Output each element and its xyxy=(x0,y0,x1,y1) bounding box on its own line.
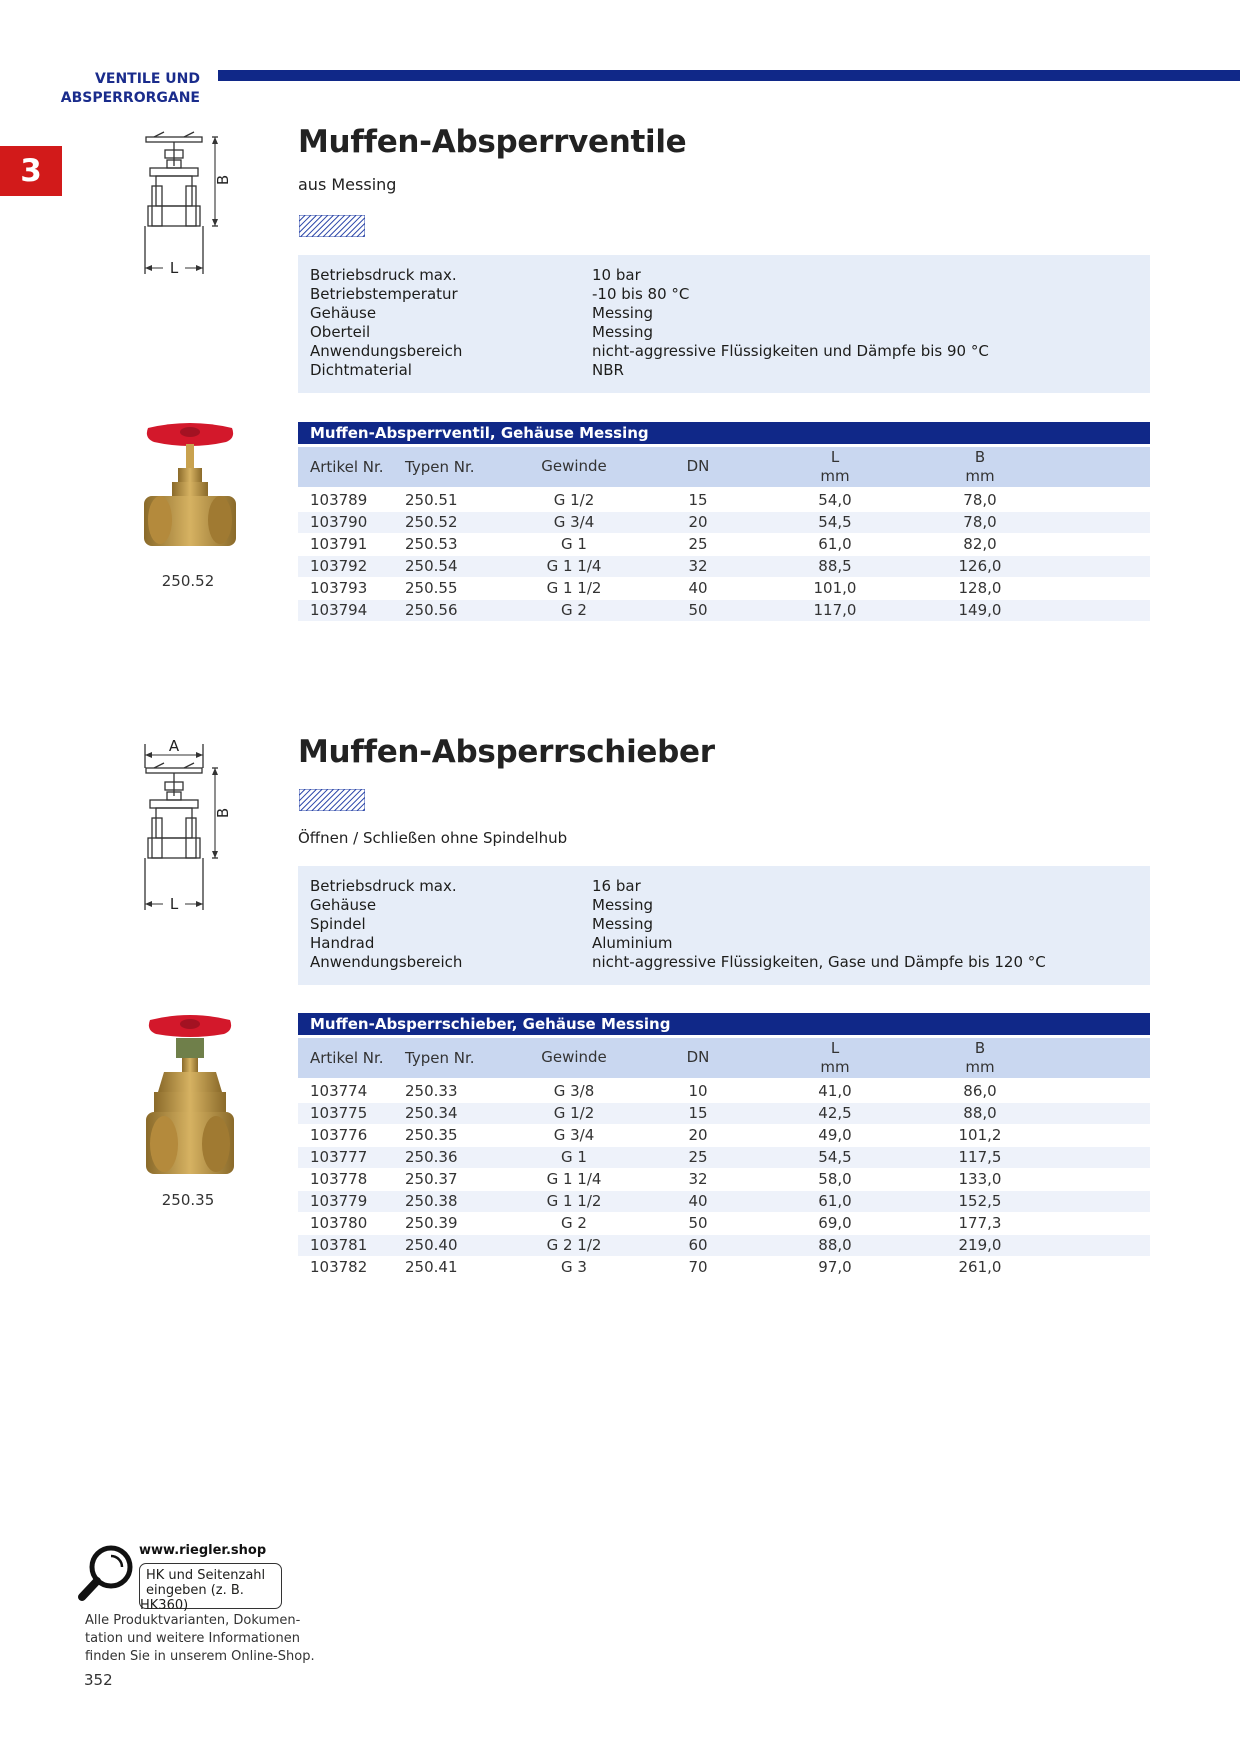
cell-dn: 10 xyxy=(688,1082,708,1100)
cell-dn: 25 xyxy=(688,535,708,553)
spec-label: Anwendungsbereich xyxy=(310,342,463,360)
valve-product-photo xyxy=(140,420,240,570)
cell-gewinde: G 1 xyxy=(561,1148,587,1166)
header-dn: DN xyxy=(686,457,710,475)
header-l: L xyxy=(830,1039,840,1057)
cell-b: 88,0 xyxy=(963,1104,997,1122)
cell-dn: 15 xyxy=(688,491,708,509)
cell-b: 82,0 xyxy=(963,535,997,553)
cell-dn: 32 xyxy=(688,557,708,575)
table-row xyxy=(298,1257,1150,1279)
drawing-label-b: B xyxy=(214,174,232,186)
cell-dn: 40 xyxy=(688,1192,708,1210)
cell-b: 78,0 xyxy=(963,491,997,509)
section1-spec-box xyxy=(298,255,1150,393)
spec-value: -10 bis 80 °C xyxy=(592,285,690,303)
cell-typen: 250.34 xyxy=(405,1104,458,1122)
cell-typen: 250.52 xyxy=(405,513,458,531)
cell-artikel: 103774 xyxy=(310,1082,368,1100)
cell-b: 152,5 xyxy=(958,1192,1002,1210)
table-row xyxy=(298,1169,1150,1191)
header-typen: Typen Nr. xyxy=(405,1049,475,1067)
table-title: Muffen-Absperrventil, Gehäuse Messing xyxy=(298,422,1150,444)
cell-b: 219,0 xyxy=(958,1236,1002,1254)
cell-dn: 60 xyxy=(688,1236,708,1254)
table-row xyxy=(298,578,1150,600)
cell-gewinde: G 3/8 xyxy=(553,1082,595,1100)
spec-label: Spindel xyxy=(310,915,366,933)
cell-dn: 50 xyxy=(688,1214,708,1232)
note-line-2: tation und weitere Informationen xyxy=(85,1631,300,1646)
section2-title: Muffen-Absperrschieber xyxy=(298,734,715,770)
spec-value: Messing xyxy=(592,323,653,341)
cell-gewinde: G 3 xyxy=(561,1258,587,1276)
cell-b: 78,0 xyxy=(963,513,997,531)
table-row xyxy=(298,1081,1150,1103)
cell-b: 149,0 xyxy=(958,601,1002,619)
section1-title: Muffen-Absperrventile xyxy=(298,124,687,160)
note-line-1: Alle Produktvarianten, Dokumen- xyxy=(85,1613,301,1628)
cell-l: 97,0 xyxy=(818,1258,852,1276)
shop-search-hint xyxy=(139,1563,282,1613)
header-rule xyxy=(218,70,1240,81)
spec-value: 16 bar xyxy=(592,877,641,895)
section1-subtitle: aus Messing xyxy=(298,175,397,194)
spec-value: Messing xyxy=(592,915,653,933)
cell-typen: 250.56 xyxy=(405,601,458,619)
certification-badge-icon xyxy=(299,215,365,237)
cell-gewinde: G 1 1/2 xyxy=(546,1192,602,1210)
section2-note: Öffnen / Schließen ohne Spindelhub xyxy=(298,829,568,847)
valve-dimension-drawing xyxy=(140,128,240,283)
photo-caption: 250.52 xyxy=(161,572,215,590)
table-row xyxy=(298,1125,1150,1147)
cell-gewinde: G 1 1/4 xyxy=(546,557,602,575)
header-l-unit: mm xyxy=(820,1058,850,1076)
header-b: B xyxy=(974,448,986,466)
spec-label: Handrad xyxy=(310,934,375,952)
header-dn: DN xyxy=(686,1048,710,1066)
table-row xyxy=(298,1191,1150,1213)
cell-dn: 32 xyxy=(688,1170,708,1188)
cell-gewinde: G 1 1/4 xyxy=(546,1170,602,1188)
spec-label: Oberteil xyxy=(310,323,371,341)
drawing-label-b: B xyxy=(214,807,232,819)
cell-typen: 250.35 xyxy=(405,1126,458,1144)
spec-value: nicht-aggressive Flüssigkeiten, Gase und Dämpfe bis 120 °C xyxy=(592,953,1046,971)
cell-l: 42,5 xyxy=(818,1104,852,1122)
cell-typen: 250.55 xyxy=(405,579,458,597)
drawing-label-a: A xyxy=(168,738,180,755)
header-b-unit: mm xyxy=(965,467,995,485)
cell-l: 54,5 xyxy=(818,513,852,531)
spec-value: Messing xyxy=(592,896,653,914)
cell-l: 69,0 xyxy=(818,1214,852,1232)
cell-artikel: 103789 xyxy=(310,491,368,509)
header-l-unit: mm xyxy=(820,467,850,485)
cell-typen: 250.37 xyxy=(405,1170,458,1188)
cell-b: 128,0 xyxy=(958,579,1002,597)
hint-line-1: HK und Seitenzahl xyxy=(146,1568,266,1583)
cell-gewinde: G 3/4 xyxy=(553,513,595,531)
cell-l: 88,5 xyxy=(818,557,852,575)
spec-label: Gehäuse xyxy=(310,304,377,322)
header-typen: Typen Nr. xyxy=(405,458,475,476)
cell-l: 88,0 xyxy=(818,1236,852,1254)
cell-typen: 250.54 xyxy=(405,557,458,575)
spec-label: Gehäuse xyxy=(310,896,377,914)
drawing-label-l: L xyxy=(169,895,179,913)
section2-table xyxy=(298,1013,1150,1281)
cell-typen: 250.36 xyxy=(405,1148,458,1166)
cell-artikel: 103792 xyxy=(310,557,368,575)
cell-gewinde: G 1/2 xyxy=(553,491,595,509)
spec-label: Betriebstemperatur xyxy=(310,285,458,303)
footer-note xyxy=(85,1612,315,1666)
spec-label: Betriebsdruck max. xyxy=(310,877,457,895)
cell-artikel: 103794 xyxy=(310,601,368,619)
cell-artikel: 103780 xyxy=(310,1214,368,1232)
cell-l: 54,0 xyxy=(818,491,852,509)
cell-dn: 20 xyxy=(688,1126,708,1144)
spec-label: Dichtmaterial xyxy=(310,361,412,379)
cell-l: 61,0 xyxy=(818,1192,852,1210)
category-line-1: VENTILE UND xyxy=(95,71,200,87)
gate-valve-product-photo xyxy=(140,1012,240,1187)
cell-artikel: 103777 xyxy=(310,1148,368,1166)
cell-gewinde: G 1 1/2 xyxy=(546,579,602,597)
cell-artikel: 103781 xyxy=(310,1236,368,1254)
gate-valve-dimension-drawing xyxy=(140,738,240,918)
shop-link[interactable]: www.riegler.shop xyxy=(139,1543,267,1558)
cell-gewinde: G 2 xyxy=(561,1214,587,1232)
cell-typen: 250.41 xyxy=(405,1258,458,1276)
spec-label: Anwendungsbereich xyxy=(310,953,463,971)
cell-b: 86,0 xyxy=(963,1082,997,1100)
cell-l: 58,0 xyxy=(818,1170,852,1188)
header-b-unit: mm xyxy=(965,1058,995,1076)
cell-gewinde: G 2 xyxy=(561,601,587,619)
cell-artikel: 103776 xyxy=(310,1126,368,1144)
table-row xyxy=(298,1103,1150,1125)
page-number: 352 xyxy=(84,1671,113,1689)
cell-artikel: 103775 xyxy=(310,1104,368,1122)
cell-artikel: 103790 xyxy=(310,513,368,531)
header-gewinde: Gewinde xyxy=(541,457,607,475)
table-row xyxy=(298,600,1150,622)
cell-artikel: 103782 xyxy=(310,1258,368,1276)
spec-value: Aluminium xyxy=(592,934,673,952)
spec-label: Betriebsdruck max. xyxy=(310,266,457,284)
cell-b: 117,5 xyxy=(958,1148,1002,1166)
spec-value: NBR xyxy=(592,361,624,379)
cell-l: 49,0 xyxy=(818,1126,852,1144)
table-row xyxy=(298,556,1150,578)
cell-b: 261,0 xyxy=(958,1258,1002,1276)
certification-badge-icon xyxy=(299,789,365,811)
table-row xyxy=(298,1213,1150,1235)
spec-value: 10 bar xyxy=(592,266,641,284)
table-row xyxy=(298,1147,1150,1169)
cell-l: 54,5 xyxy=(818,1148,852,1166)
table-header xyxy=(298,1038,1150,1078)
cell-typen: 250.38 xyxy=(405,1192,458,1210)
table-header xyxy=(298,447,1150,487)
cell-dn: 25 xyxy=(688,1148,708,1166)
cell-l: 61,0 xyxy=(818,535,852,553)
header-gewinde: Gewinde xyxy=(541,1048,607,1066)
table-row xyxy=(298,512,1150,534)
cell-artikel: 103779 xyxy=(310,1192,368,1210)
cell-gewinde: G 2 1/2 xyxy=(546,1236,602,1254)
cell-gewinde: G 1/2 xyxy=(553,1104,595,1122)
table-row xyxy=(298,534,1150,556)
cell-b: 177,3 xyxy=(958,1214,1002,1232)
header-b: B xyxy=(974,1039,986,1057)
cell-artikel: 103791 xyxy=(310,535,368,553)
cell-dn: 20 xyxy=(688,513,708,531)
cell-dn: 40 xyxy=(688,579,708,597)
cell-b: 101,2 xyxy=(958,1126,1002,1144)
cell-typen: 250.40 xyxy=(405,1236,458,1254)
cell-gewinde: G 1 xyxy=(561,535,587,553)
spec-value: Messing xyxy=(592,304,653,322)
cell-b: 133,0 xyxy=(958,1170,1002,1188)
table-row xyxy=(298,490,1150,512)
cell-dn: 70 xyxy=(688,1258,708,1276)
category-line-2: ABSPERRORGANE xyxy=(60,90,200,106)
cell-artikel: 103778 xyxy=(310,1170,368,1188)
header-l: L xyxy=(830,448,840,466)
table-title: Muffen-Absperrschieber, Gehäuse Messing xyxy=(298,1013,1150,1035)
hint-line-2: eingeben (z. B. HK360) xyxy=(140,1583,244,1613)
cell-l: 117,0 xyxy=(813,601,857,619)
cell-typen: 250.51 xyxy=(405,491,458,509)
header-artikel: Artikel Nr. xyxy=(310,458,384,476)
cell-dn: 50 xyxy=(688,601,708,619)
note-line-3: finden Sie in unserem Online-Shop. xyxy=(85,1649,315,1664)
cell-artikel: 103793 xyxy=(310,579,368,597)
magnifier-icon xyxy=(78,1543,138,1601)
cell-dn: 15 xyxy=(688,1104,708,1122)
drawing-label-l: L xyxy=(169,259,179,277)
section2-spec-box xyxy=(298,866,1150,985)
cell-typen: 250.53 xyxy=(405,535,458,553)
cell-gewinde: G 3/4 xyxy=(553,1126,595,1144)
header-artikel: Artikel Nr. xyxy=(310,1049,384,1067)
table-row xyxy=(298,1235,1150,1257)
cell-typen: 250.39 xyxy=(405,1214,458,1232)
chapter-tab: 3 xyxy=(0,146,62,196)
photo-caption: 250.35 xyxy=(161,1191,215,1209)
cell-l: 41,0 xyxy=(818,1082,852,1100)
spec-value: nicht-aggressive Flüssigkeiten und Dämpfe bis 90 °C xyxy=(592,342,989,360)
category-label xyxy=(40,70,200,108)
cell-b: 126,0 xyxy=(958,557,1002,575)
section1-table xyxy=(298,422,1150,624)
cell-l: 101,0 xyxy=(813,579,857,597)
cell-typen: 250.33 xyxy=(405,1082,458,1100)
